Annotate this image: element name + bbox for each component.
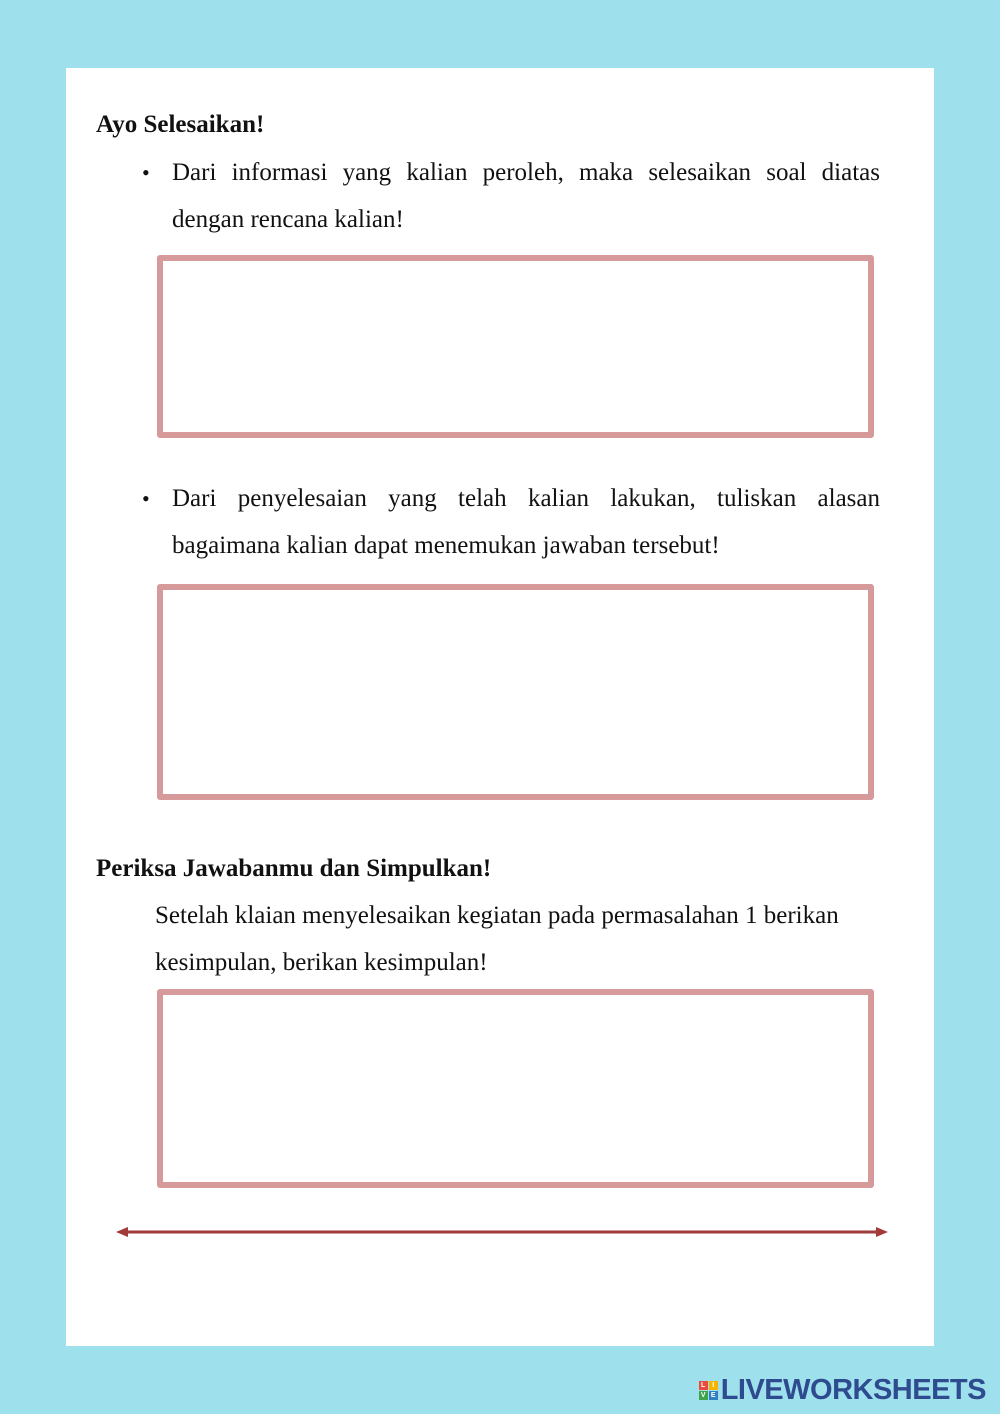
logo-letter: E	[709, 1391, 718, 1400]
logo-letter: V	[699, 1391, 708, 1400]
section-heading-periksa-jawaban: Periksa Jawabanmu dan Simpulkan!	[96, 855, 492, 882]
bullet-text-1: Dari informasi yang kalian peroleh, maka selesaikan soal diatas dengan rencana kalian!	[172, 159, 880, 233]
answer-box-2[interactable]	[157, 584, 874, 800]
bullet-item-1	[142, 149, 880, 243]
answer-box-3[interactable]	[157, 989, 874, 1188]
bullet-item-2	[142, 475, 880, 569]
liveworksheets-logo-icon	[699, 1381, 718, 1400]
section-heading-ayo-selesaikan: Ayo Selesaikan!	[96, 111, 265, 138]
bullet-dot-icon: •	[142, 486, 150, 511]
logo-letter: L	[699, 1381, 708, 1390]
answer-input-2[interactable]	[163, 590, 868, 794]
answer-input-1[interactable]	[163, 261, 868, 432]
worksheet-page	[66, 68, 934, 1346]
bullet-text-2: Dari penyelesaian yang telah kalian lakukan, tuliskan alasan bagaimana kalian dapat menemukan jawaban tersebut!	[172, 485, 880, 559]
brand-name: LIVEWORKSHEETS	[720, 1374, 986, 1406]
conclusion-instruction: Setelah klaian menyelesaikan kegiatan pada permasalahan 1 berikan kesimpulan, berikan kesimpulan!	[155, 902, 839, 976]
logo-letter: I	[709, 1381, 718, 1390]
left-arrowhead-icon	[116, 1227, 128, 1237]
answer-box-1[interactable]	[157, 255, 874, 438]
right-arrowhead-icon	[876, 1227, 888, 1237]
liveworksheets-brand	[699, 1373, 986, 1407]
answer-input-3[interactable]	[163, 995, 868, 1182]
double-arrow-divider	[116, 1222, 888, 1242]
bullet-dot-icon: •	[142, 160, 150, 185]
